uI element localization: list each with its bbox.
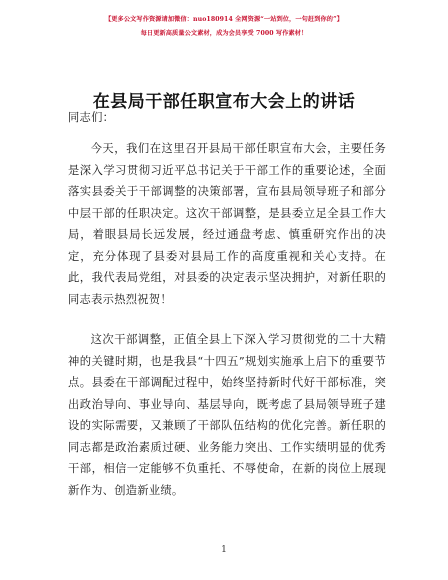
document-title: 在县局干部任职宣布大会上的讲话 — [92, 92, 356, 112]
paragraph-1: 今天，我们在这里召开县局干部任职宣布大会，主要任务是深入学习贯彻习近平总书记关于干部工作的重要论述，全面落实县委关于干部调整的决策部署，宣布县局领导班子和部分中层干部的任职决定。这次干部调整，是县委立足全县工作大局，着眼县局长远发展，经过通盘考虑、慎重研究作出的决定，充分体现了县委对县局工作的高度重视和关心支持。在此，我代表局党组，对县委的决定表示坚决拥护，对新任职的同志表示热烈祝贺！ — [68, 142, 386, 306]
page-number: 1 — [221, 545, 227, 555]
promo-banner-line-1: 【更多公文写作资源请加微信：nuo180914 全网资源“一站到位，一句赶到你的”】 — [104, 16, 344, 23]
paragraph-2: 这次干部调整，正值全县上下深入学习贯彻党的二十大精神的关键时期，也是我县“十四五”规划实施承上启下的重要节点。县委在干部调配过程中，始终坚持新时代好干部标准，突出政治导向、事业导向、基层导向，既考虑了县局领导班子建设的实际需要，又兼顾了干部队伍结构的优化完善。新任职的同志都是政治素质过硬、业务能力突出、工作实绩明显的优秀干部，相信一定能够不负重托、不辱使命，在新的岗位上展现新作为、创造新业绩。 — [68, 333, 386, 497]
greeting: 同志们： — [68, 111, 115, 124]
promo-banner-line-2: 每日更新高质量公文素材，成为会员享受 7000 写作素材！ — [140, 30, 308, 37]
